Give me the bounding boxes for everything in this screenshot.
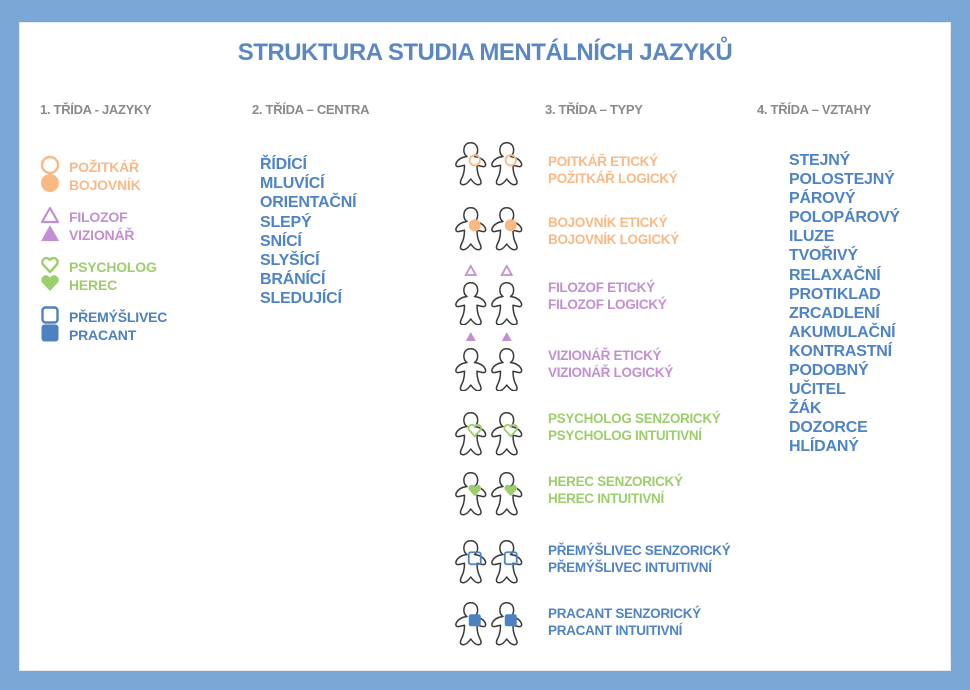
typ-label: PSYCHOLOG SENZORICKÝ PSYCHOLOG INTUITIVNÍ — [548, 411, 721, 443]
person-outline-icon — [456, 349, 486, 391]
centrum-item: BRÁNÍCÍ — [260, 271, 326, 289]
legend-item-pracant — [40, 326, 136, 344]
column-heading-typy: 3. TŘÍDA – TYPY — [545, 102, 643, 117]
triangle-outline-icon — [466, 266, 476, 275]
triangle-outline-icon — [502, 266, 512, 275]
person-outline-icon — [492, 413, 522, 455]
vztah-item: PODOBNÝ — [789, 362, 869, 380]
legend-label: PRACANT — [69, 327, 137, 343]
person-outline-icon — [456, 283, 486, 325]
person-figures-icon — [448, 463, 538, 527]
legend-item-bojovnik — [40, 176, 141, 194]
person-outline-icon — [456, 413, 486, 455]
vztahy-list — [789, 151, 900, 457]
column-heading-jazyky: 1. TŘÍDA - JAZYKY — [40, 102, 152, 117]
centrum-item: ŘÍDÍCÍ — [260, 156, 307, 173]
triangle-filled-icon — [40, 223, 69, 248]
vztah-item: RELAXAČNÍ — [789, 266, 881, 284]
typ-label: PŘEMÝŠLIVEC SENZORICKÝ PŘEMÝŠLIVEC INTUITIVNÍ — [548, 543, 731, 575]
vztah-item: POLOSTEJNÝ — [789, 171, 895, 189]
vztah-item: DOZORCE — [789, 419, 868, 437]
typ-row-premyslivec — [448, 531, 928, 595]
legend-item-vizionar — [40, 226, 134, 244]
triangle-filled-icon — [466, 332, 476, 341]
person-figures-icon — [448, 531, 538, 595]
person-figures-icon — [448, 403, 538, 467]
typ-label: POITKÁŘ ETICKÝ POŽITKÁŘ LOGICKÝ — [548, 154, 678, 186]
vztah-item: ZRCADLENÍ — [789, 304, 880, 322]
legend-label: BOJOVNÍK — [69, 177, 141, 193]
typ-label: BOJOVNÍK ETICKÝ BOJOVNÍK LOGICKÝ — [548, 215, 679, 247]
circle-filled-icon — [40, 173, 69, 198]
column-heading-vztahy: 4. TŘÍDA – VZTAHY — [757, 102, 872, 117]
vztah-item: PROTIKLAD — [789, 285, 881, 303]
vztah-item: AKUMULAČNÍ — [789, 323, 896, 341]
square-filled-icon — [40, 323, 69, 348]
person-figures-icon — [448, 133, 538, 197]
centra-list — [260, 155, 356, 309]
square-filled-icon — [469, 614, 481, 626]
person-figures-icon — [448, 593, 538, 657]
person-outline-icon — [492, 473, 522, 515]
typ-label: PRACANT SENZORICKÝ PRACANT INTUITIVNÍ — [548, 606, 701, 638]
centrum-item: ORIENTAČNÍ — [260, 194, 357, 212]
vztah-item: HLÍDANÝ — [789, 438, 859, 456]
diagram-card — [19, 22, 951, 671]
legend-label: PSYCHOLOG — [69, 259, 157, 275]
centrum-item: MLUVÍCÍ — [260, 175, 325, 193]
diagram-title: STRUKTURA STUDIA MENTÁLNÍCH JAZYKŮ — [237, 39, 733, 66]
vztah-item: ŽÁK — [789, 400, 822, 418]
person-figures-icon — [448, 198, 538, 262]
legend-item-herec — [40, 276, 117, 294]
person-outline-icon — [492, 283, 522, 325]
typ-label: FILOZOF ETICKÝ FILOZOF LOGICKÝ — [548, 280, 667, 312]
vztah-item: PÁROVÝ — [789, 190, 856, 208]
circle-filled-icon — [505, 219, 517, 231]
vztah-item: POLOPÁROVÝ — [789, 209, 900, 227]
heart-filled-icon — [40, 273, 69, 298]
centrum-item: SLEPÝ — [260, 213, 312, 231]
legend-label: HEREC — [69, 277, 118, 293]
person-figures-icon — [448, 261, 538, 325]
typ-row-herec — [448, 463, 928, 527]
column-heading-centra: 2. TŘÍDA – CENTRA — [252, 102, 370, 117]
centrum-item: SNÍCÍ — [260, 232, 302, 250]
typ-label: HEREC SENZORICKÝ HEREC INTUITIVNÍ — [548, 474, 683, 506]
typ-row-pracant — [448, 593, 928, 657]
legend-label: PŘEMÝŠLIVEC — [69, 309, 168, 325]
vztah-item: TVOŘIVÝ — [789, 247, 858, 265]
centrum-item: SLEDUJÍCÍ — [260, 290, 342, 308]
triangle-filled-icon — [502, 332, 512, 341]
square-filled-icon — [505, 614, 517, 626]
legend-label: VIZIONÁŘ — [69, 227, 135, 243]
vztah-item: ILUZE — [789, 228, 835, 246]
person-outline-icon — [456, 473, 486, 515]
person-figures-icon — [448, 327, 538, 391]
centrum-item: SLYŠÍCÍ — [260, 252, 320, 270]
circle-filled-icon — [469, 219, 481, 231]
vztah-item: UČITEL — [789, 381, 846, 399]
vztah-item: KONTRASTNÍ — [789, 342, 892, 360]
legend-label: POŽITKÁŘ — [69, 159, 139, 175]
vztah-item: STEJNÝ — [789, 152, 851, 169]
person-outline-icon — [492, 349, 522, 391]
legend-label: FILOZOF — [69, 209, 128, 225]
typ-label: VIZIONÁŘ ETICKÝ VIZIONÁŘ LOGICKÝ — [548, 348, 673, 380]
